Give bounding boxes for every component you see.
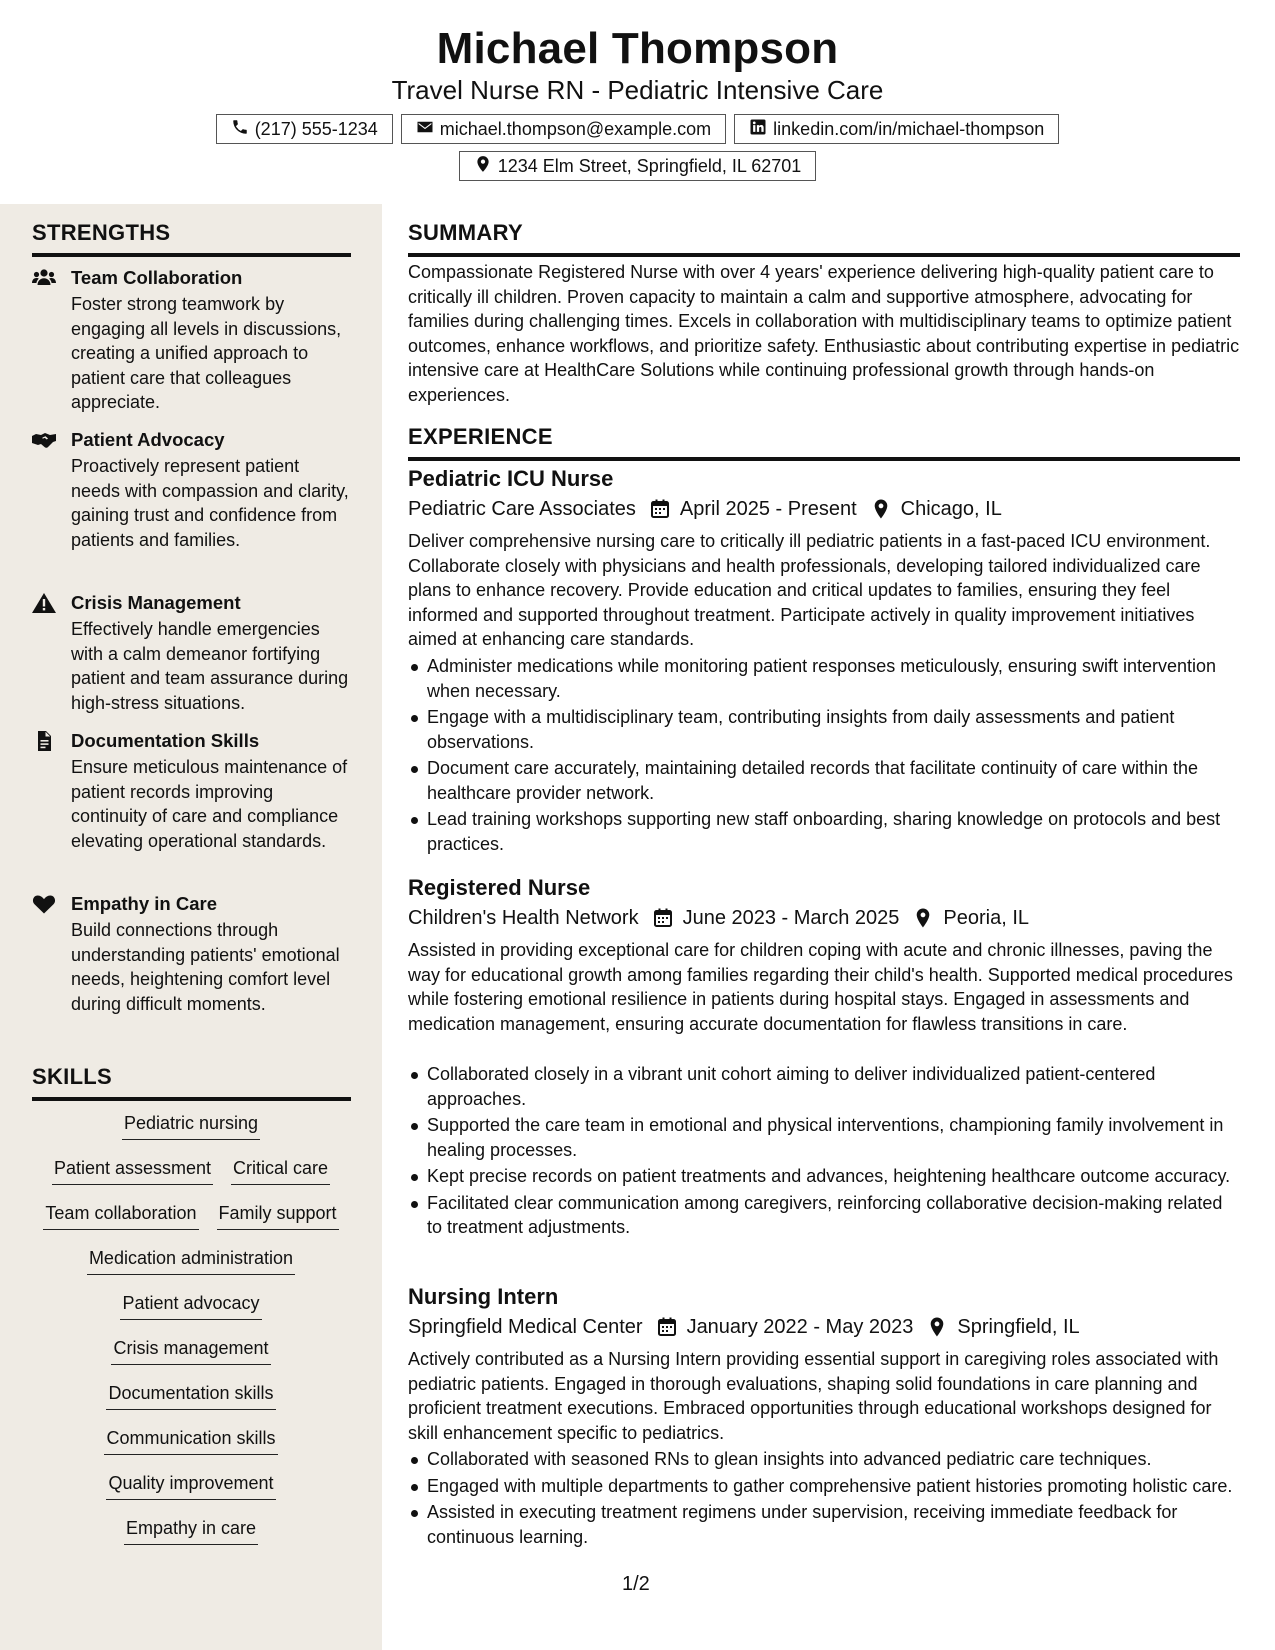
job-location: Peoria, IL — [943, 907, 1029, 929]
calendar-icon — [650, 499, 670, 519]
skill-tag: Medication administration — [87, 1245, 295, 1275]
candidate-name: Michael Thompson — [436, 24, 839, 73]
skill-tag: Empathy in care — [124, 1515, 258, 1545]
skills-title: SKILLS — [32, 1064, 113, 1089]
summary-text: Compassionate Registered Nurse with over 4 years' experience delivering high-quality patient care to critically ill children. Proven capacity to maintain a calm and supportive atmosphere, advocating for families during challenging times. Excels in collaboration with multidisciplinary teams to optimize patient outcomes, enhance workflows, and prioritize safety. Enthusiastic about contributing expertise in pediatric intensive care at HealthCare Solutions while continuing professional growth through hands-on experiences. — [408, 262, 1240, 405]
job-title: Pediatric ICU Nurse — [408, 466, 614, 491]
email-text: michael.thompson@example.com — [439, 118, 712, 139]
strength-title: Documentation Skills — [71, 730, 260, 751]
job-bullets — [408, 654, 1240, 858]
sidebar — [0, 204, 382, 1650]
email-chip[interactable] — [401, 114, 726, 144]
skill-tag: Patient assessment — [52, 1155, 213, 1185]
job-dates: June 2023 - March 2025 — [682, 907, 900, 929]
warning-icon — [32, 593, 56, 613]
calendar-icon — [657, 1317, 677, 1337]
skill-tag: Patient advocacy — [120, 1290, 261, 1320]
strength-title: Team Collaboration — [71, 267, 243, 288]
strength-title: Crisis Management — [71, 592, 241, 613]
section-divider — [408, 457, 1240, 461]
bullet-item: Engaged with multiple departments to gather comprehensive patient histories promoting holistic care. — [408, 1474, 1240, 1499]
skills-list — [28, 1110, 354, 1560]
skill-tag: Documentation skills — [106, 1380, 275, 1410]
linkedin-text: linkedin.com/in/michael-thompson — [773, 118, 1045, 139]
map-pin-icon — [474, 155, 492, 178]
job-description: Deliver comprehensive nursing care to critically ill pediatric patients in a fast-paced ICU environment. Collaborate closely with physicians and health professionals, developing tailored individualized care plans to enhance recovery. Provide education and critical updates to families, ensuring they feel informed and supported throughout treatment. Participate actively in quality improvement initiatives aimed at enhancing care standards. — [408, 531, 1211, 649]
job-title: Registered Nurse — [408, 875, 591, 900]
strength-description: Foster strong teamwork by engaging all levels in discussions, creating a unified approach to patient care that colleagues appreciate. — [71, 294, 342, 412]
strength-title: Patient Advocacy — [71, 429, 225, 450]
linkedin-icon — [749, 118, 767, 141]
contact-row — [0, 114, 1275, 144]
envelope-icon — [416, 118, 434, 141]
address-text: 1234 Elm Street, Springfield, IL 62701 — [497, 155, 802, 176]
address-chip — [459, 151, 817, 181]
bullet-item: Collaborated with seasoned RNs to glean insights into advanced pediatric care techniques. — [408, 1447, 1240, 1472]
skill-tag: Pediatric nursing — [122, 1110, 260, 1140]
job-company: Children's Health Network — [408, 907, 639, 929]
skills-heading — [32, 1063, 351, 1101]
section-divider — [32, 1097, 351, 1101]
bullet-item: Collaborated closely in a vibrant unit cohort aiming to deliver individualized patient-centered approaches. — [408, 1062, 1240, 1111]
map-pin-icon — [871, 499, 891, 519]
phone-icon — [231, 118, 249, 141]
resume-header — [0, 0, 1275, 204]
linkedin-chip[interactable] — [734, 114, 1059, 144]
page-number: 1/2 — [622, 1573, 650, 1595]
experience-heading — [408, 423, 1240, 461]
job-meta — [408, 496, 1002, 522]
strength-description: Effectively handle emergencies with a calm demeanor fortifying patient and team assurance during high-stress situations. — [71, 619, 349, 713]
job-meta — [408, 905, 1029, 931]
handshake-icon — [32, 430, 56, 450]
summary-title: SUMMARY — [408, 220, 523, 245]
strength-description: Proactively represent patient needs with compassion and clarity, gaining trust and confidence from patients and families. — [71, 456, 349, 550]
job-dates: April 2025 - Present — [679, 498, 857, 520]
heart-icon — [32, 894, 56, 914]
strength-title: Empathy in Care — [71, 893, 217, 914]
section-divider — [32, 253, 351, 257]
job-location: Chicago, IL — [900, 498, 1002, 520]
skill-tag: Communication skills — [104, 1425, 277, 1455]
job-company: Springfield Medical Center — [408, 1316, 643, 1338]
skill-tag: Quality improvement — [106, 1470, 275, 1500]
bullet-item: Document care accurately, maintaining detailed records that facilitate continuity of care within the healthcare provider network. — [408, 756, 1240, 805]
job-location: Springfield, IL — [957, 1316, 1080, 1338]
job-meta — [408, 1314, 1080, 1340]
bullet-item: Assisted in executing treatment regimens under supervision, receiving immediate feedback for continuous learning. — [408, 1500, 1240, 1549]
calendar-icon — [653, 908, 673, 928]
bullet-item: Administer medications while monitoring patient responses meticulously, ensuring swift intervention when necessary. — [408, 654, 1240, 703]
skill-tag: Team collaboration — [43, 1200, 198, 1230]
bullet-item: Supported the care team in emotional and physical interventions, championing family involvement in healing processes. — [408, 1113, 1240, 1162]
job-company: Pediatric Care Associates — [408, 498, 636, 520]
candidate-headline: Travel Nurse RN - Pediatric Intensive Care — [391, 75, 884, 105]
phone-text: (217) 555-1234 — [254, 118, 378, 139]
bullet-item: Facilitated clear communication among caregivers, reinforcing collaborative decision-making related to treatment adjustments. — [408, 1191, 1240, 1240]
section-divider — [408, 253, 1240, 257]
skill-tag: Family support — [217, 1200, 339, 1230]
job-description: Assisted in providing exceptional care for children coping with acute and chronic illnesses, paving the way for educational growth among families regarding their child's health. Supported medical procedures while fostering emotional resilience in patients during hospital stays. Engaged in assessments and medication management, ensuring accurate documentation for flawless transitions in care. — [408, 940, 1233, 1034]
strength-description: Build connections through understanding patients' emotional needs, heightening comfort level during difficult moments. — [71, 920, 340, 1014]
job-description: Actively contributed as a Nursing Intern providing essential support in caregiving roles associated with pediatric patients. Engaged in thorough evaluations, shaping solid foundations in care planning and proficient treatment executions. Embraced opportunities through educational workshops designed for skill enhancement specific to pediatrics. — [408, 1349, 1219, 1443]
job-title: Nursing Intern — [408, 1284, 559, 1309]
map-pin-icon — [927, 1317, 947, 1337]
users-icon — [32, 268, 56, 288]
job-bullets — [408, 1447, 1240, 1551]
bullet-item: Kept precise records on patient treatments and advances, heightening healthcare outcome accuracy. — [408, 1164, 1240, 1189]
bullet-item: Lead training workshops supporting new staff onboarding, sharing knowledge on protocols and best practices. — [408, 807, 1240, 856]
document-icon — [32, 731, 56, 751]
job-bullets — [408, 1062, 1240, 1242]
bullet-item: Engage with a multidisciplinary team, contributing insights from daily assessments and patient observations. — [408, 705, 1240, 754]
strength-description: Ensure meticulous maintenance of patient records improving continuity of care and compliance elevating operational standards. — [71, 757, 348, 851]
strengths-heading — [32, 219, 351, 257]
summary-heading — [408, 219, 1240, 257]
skill-tag: Crisis management — [111, 1335, 270, 1365]
map-pin-icon — [913, 908, 933, 928]
phone-chip[interactable] — [216, 114, 393, 144]
contact-row-address — [0, 151, 1275, 181]
experience-title: EXPERIENCE — [408, 424, 553, 449]
strengths-title: STRENGTHS — [32, 220, 171, 245]
job-dates: January 2022 - May 2023 — [686, 1316, 914, 1338]
skill-tag: Critical care — [231, 1155, 330, 1185]
